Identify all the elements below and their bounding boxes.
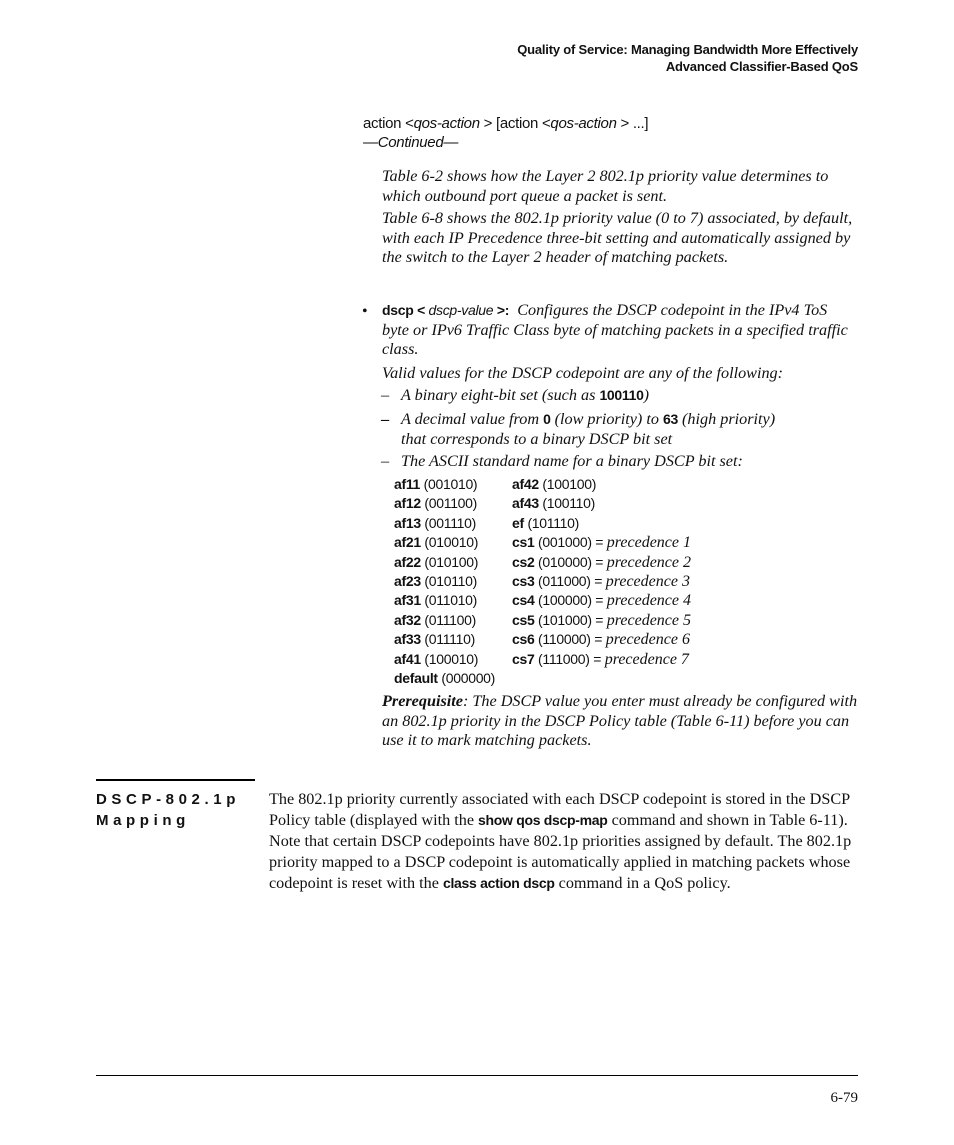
running-header-subtitle: Advanced Classifier-Based QoS [665,59,858,74]
command-argument: qos-action [413,115,480,132]
section-title [96,789,240,831]
dscp-keyword: dscp < [382,302,425,318]
codepoint-value: (011010) [420,592,478,609]
codepoint-entry [512,533,691,552]
codepoint-entry [394,533,478,552]
codepoint-name: cs4 [512,592,535,609]
paragraph-table-6-8: Table 6-8 shows the 802.1p priority value (0 to 7) associated, by default, with each IP Precedence three-bit setting and automatically assigned by the switch to the Layer 2 header of matching packets. [382,209,853,267]
codepoint-name: cs5 [512,611,535,628]
precedence-label: precedence 5 [606,611,692,629]
codepoint-value: (100000) = [534,592,607,609]
codepoint-name: af21 [394,534,421,551]
precedence-label: precedence 4 [606,592,692,610]
codepoint-entry [394,611,476,630]
codepoint-name: af23 [394,572,421,589]
codepoint-entry [394,475,477,494]
codepoint-name: cs1 [512,534,535,551]
codepoint-value: (100010) [420,650,479,667]
option-decimal-text: A decimal value from [401,410,544,428]
codepoint-entry [394,553,478,572]
option-binary-close: ) [643,386,649,404]
codepoint-entry [394,669,495,688]
codepoint-entry [394,591,477,610]
codepoint-value: (011100) [420,611,476,628]
paragraph-table-6-2: Table 6-2 shows how the Layer 2 802.1p priority value determines to which outbound port queue a packet is sent. [382,167,829,205]
codepoint-entry [512,630,690,649]
dscp-bullet-text [382,301,858,360]
dscp-keyword-end: >: [496,302,510,318]
codepoint-name: af41 [394,650,421,667]
dash-marker: – [381,386,390,404]
command-show-qos-dscp-map: show qos dscp-map [478,812,608,828]
codepoint-value: (001110) [420,514,476,531]
codepoint-value: (010100) [420,553,479,570]
option-decimal-text: (low priority) to [550,410,663,428]
codepoint-value: (111000) = [534,650,605,667]
codepoint-value: (001010) [420,476,478,492]
codepoint-value: (011000) = [534,572,606,589]
codepoint-entry [394,572,477,591]
codepoint-entry [394,514,476,533]
codepoint-value: (010000) = [534,553,607,570]
codepoint-entry [512,553,691,572]
codepoint-name: cs3 [512,572,535,589]
prerequisite-label: Prerequisite [382,692,463,710]
dash-marker: – [381,410,390,428]
codepoint-name: af31 [394,592,421,609]
codepoint-name: af33 [394,631,421,648]
option-binary-text: A binary eight-bit set (such as [401,386,600,404]
codepoint-name: af12 [394,495,421,512]
dscp-argument: dscp-value [424,302,497,318]
codepoint-entry [512,494,595,513]
codepoint-entry [512,475,596,494]
codepoint-entry [394,650,478,669]
option-decimal [401,410,858,449]
page-number: 6-79 [830,1090,858,1106]
codepoint-name: cs6 [512,631,535,648]
continued-label: —Continued— [363,134,459,151]
precedence-label: precedence 1 [606,534,692,552]
option-decimal-low: 0 [543,411,551,427]
precedence-label: precedence 2 [606,553,692,571]
section-rule [96,779,255,781]
codepoint-name: af22 [394,553,421,570]
codepoint-entry [512,514,579,533]
command-argument: qos-action [550,115,617,132]
bullet-marker: • [362,303,368,320]
option-decimal-text: (high priority) [677,410,776,428]
prerequisite-text: : The DSCP value you enter must already be configured with an 802.1p priority in the DSCP Policy table (Table 6-11) before you can use it to mark matching packets. [382,692,858,750]
command-keyword: > [action < [479,115,551,132]
dscp-description: Configures the DSCP codepoint in the IPv4 ToS byte or IPv6 Traffic Class byte of matching packets in a specified traffic class. [382,301,848,359]
section-title-line2: Mapping [96,812,190,829]
section-body-text: The 802.1p priority currently associated with each DSCP codepoint is stored in the DSCP Policy table (displayed with the [269,790,850,829]
section-body-text: command in a QoS policy. [554,874,731,892]
codepoint-value: (010010) [420,534,479,551]
dash-marker: – [381,452,390,470]
codepoint-entry [394,630,475,649]
codepoint-name: af11 [394,476,421,492]
codepoint-name: af32 [394,611,421,628]
codepoint-value: (100110) [538,495,596,512]
codepoint-name: cs7 [512,650,535,667]
codepoint-entry [512,611,691,630]
option-binary-example: 100110 [599,387,644,403]
precedence-label: precedence 7 [604,650,689,668]
footer-rule [96,1075,858,1076]
option-decimal-high: 63 [662,411,678,427]
codepoint-value: (110000) = [534,631,606,648]
codepoint-entry [394,494,477,513]
codepoint-value: (000000) [437,669,496,686]
codepoint-value: (101110) [523,514,580,531]
codepoint-value: (001100) [420,495,478,512]
codepoint-value: (100100) [538,476,597,492]
prerequisite-note [382,692,858,751]
codepoint-entry [512,591,691,610]
section-body [269,789,858,894]
codepoint-name: af13 [394,514,421,531]
codepoint-name: default [394,669,438,686]
codepoint-entry [512,650,689,669]
codepoint-name: af42 [512,476,539,492]
section-body-text: command and shown in Table 6-11). Note that certain DSCP codepoints have 802.1p priorities assigned by default. The 802.1p priority mapped to a DSCP codepoint is automatically applied in matching packets whose codepoint is reset with the [269,811,852,892]
option-binary [401,386,858,406]
codepoint-name: af43 [512,495,539,512]
command-keyword: > ...] [616,115,649,132]
precedence-label: precedence 6 [605,631,690,649]
command-keyword: action < [363,115,414,132]
section-title-line1: DSCP-802.1p [96,791,240,808]
codepoint-value: (101000) = [534,611,607,628]
precedence-label: precedence 3 [605,572,690,590]
codepoint-name: ef [512,514,524,531]
codepoint-name: cs2 [512,553,535,570]
running-header-title: Quality of Service: Managing Bandwidth More Effectively [517,42,858,57]
valid-values-intro: Valid values for the DSCP codepoint are any of the following: [382,364,784,382]
option-decimal-text-line2: that corresponds to a binary DSCP bit set [401,429,673,448]
codepoint-value: (011110) [420,631,475,648]
codepoint-value: (010110) [420,572,478,589]
codepoint-entry [512,572,690,591]
option-ascii: The ASCII standard name for a binary DSCP bit set: [401,452,743,470]
command-syntax [363,115,648,132]
codepoint-value: (001000) = [534,534,607,551]
command-class-action-dscp: class action dscp [442,875,555,891]
